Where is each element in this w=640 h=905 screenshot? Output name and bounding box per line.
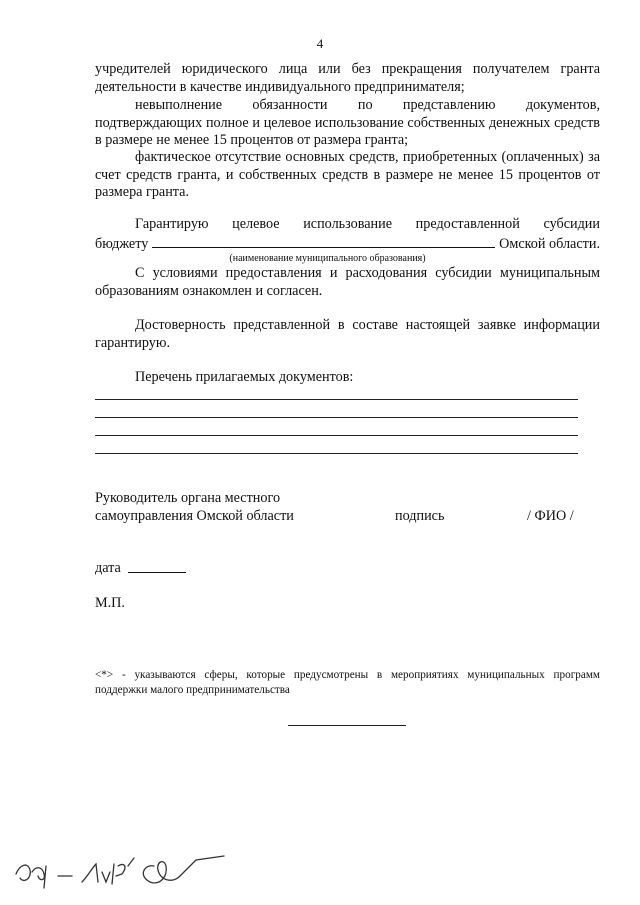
document-line[interactable] — [95, 417, 578, 418]
paragraph-text: фактическое отсутствие основных средств, приобретенных (оплаченных) за счет средств гранта, и собственных средств в размере не менее 15 процентов от размера гранта. — [95, 149, 600, 200]
paragraph-text: Достоверность представленной в составе настоящей заявке информации гарантирую. — [95, 317, 600, 351]
paragraph-text: невыполнение обязанности по представлению документов, подтверждающих полное и целевое использование собственных денежных средств в размере не менее 15 процентов от размера гранта; — [95, 97, 600, 148]
document-line[interactable] — [95, 399, 578, 400]
seal-label: М.П. — [95, 595, 125, 611]
paragraph-reliability — [95, 317, 600, 352]
document-line[interactable] — [95, 453, 578, 454]
budget-prefix: бюджету — [95, 235, 149, 252]
footnote — [95, 668, 600, 698]
paragraph-obligation — [95, 97, 600, 150]
end-rule — [288, 725, 406, 726]
guarantee-section — [95, 216, 600, 264]
documents-label-text: Перечень прилагаемых документов: — [135, 369, 354, 385]
head-title-2: самоуправления Омской области — [95, 508, 294, 524]
guarantee-line: Гарантирую целевое использование предоставленной субсидии — [135, 216, 600, 232]
footnote-text: <*> - указываются сферы, которые предусмотрены в мероприятиях муниципальных программ поддержки малого предпринимательства — [95, 669, 600, 696]
date-blank[interactable] — [128, 572, 186, 573]
budget-line — [95, 234, 600, 254]
date-label: дата — [95, 560, 121, 576]
initials-stroke-3 — [143, 856, 224, 883]
paragraph-founders — [95, 61, 600, 96]
initials-dash-2 — [128, 858, 134, 866]
paragraph-text: С условиями предоставления и расходования субсидии муниципальным образованиям ознакомлен и согласен. — [95, 265, 600, 299]
initials-stroke-1 — [16, 865, 46, 888]
document-line[interactable] — [95, 435, 578, 436]
page-number: 4 — [316, 36, 324, 51]
paragraph-assets — [95, 149, 600, 202]
documents-list-label — [95, 369, 600, 387]
municipality-blank[interactable] — [152, 234, 495, 248]
paragraph-text: учредителей юридического лица или без прекращения получателем гранта деятельности в качестве индивидуального предпринимателя; — [95, 61, 600, 95]
municipality-hint: (наименование муниципального образования) — [229, 253, 426, 264]
head-title-1: Руководитель органа местного — [95, 490, 281, 506]
initials-stroke-2 — [82, 864, 125, 884]
budget-suffix: Омской области. — [499, 235, 600, 252]
documents-list-lines — [95, 399, 578, 454]
name-label: / ФИО / — [527, 508, 574, 524]
paragraph-conditions — [95, 265, 600, 300]
signature-label: подпись — [395, 508, 445, 524]
handwritten-initials — [10, 836, 250, 896]
